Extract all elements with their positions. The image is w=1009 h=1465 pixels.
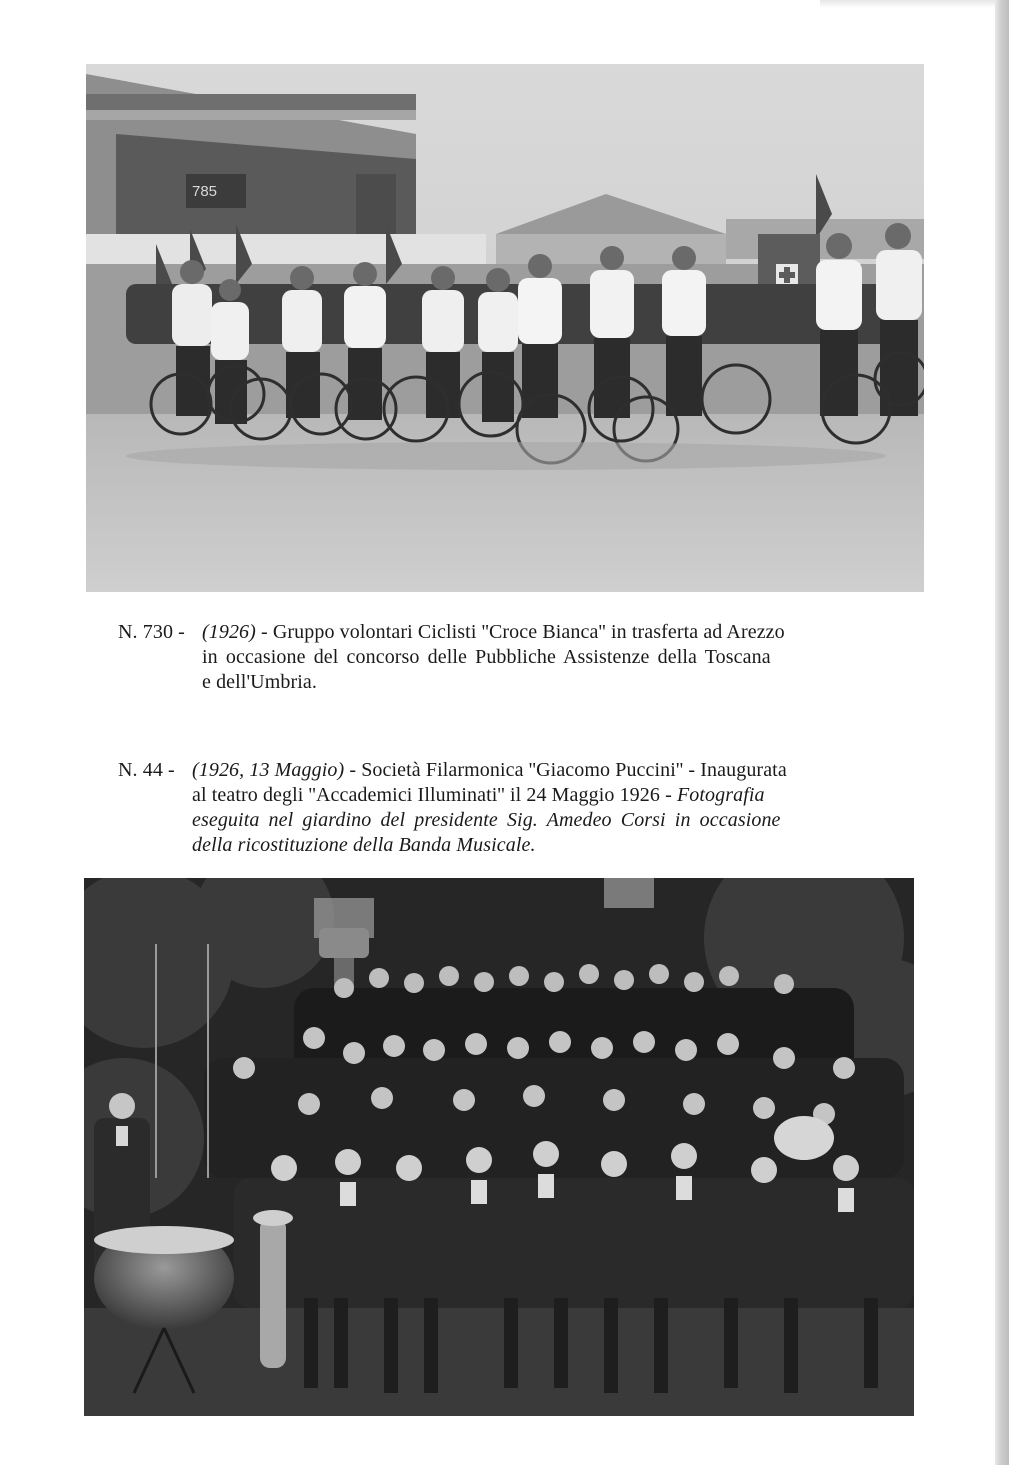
photo-band (84, 878, 914, 1416)
caption-italic-text: Fotografia (676, 784, 765, 806)
caption-line-1 (192, 758, 787, 783)
caption-title: - Gruppo volontari Ciclisti ''Croce Bianca'' in trasferta ad Arezzo (255, 621, 785, 643)
caption-text: al teatro degli ''Accademici Illuminati'' il 24 Maggio 1926 - (192, 784, 677, 806)
caption-line-2: in occasione del concorso delle Pubbliche Assistenze della Toscana (202, 646, 771, 668)
photo-cyclists (86, 64, 924, 592)
caption-number: N. 44 - (118, 759, 175, 781)
caption-line-2 (192, 783, 765, 808)
building-number-sign: 785 (192, 183, 218, 200)
caption-date: (1926, 13 Maggio) (192, 759, 345, 781)
caption-photo-730 (118, 620, 878, 700)
scan-edge-top (820, 0, 995, 8)
scan-edge-right (995, 0, 1009, 1465)
caption-line-3: e dell'Umbria. (202, 671, 317, 693)
caption-number: N. 730 - (118, 621, 185, 643)
caption-photo-44 (118, 758, 894, 864)
caption-date: (1926) (202, 621, 256, 643)
caption-line-1 (202, 620, 785, 645)
caption-line-4: della ricostituzione della Banda Musicale. (192, 834, 536, 856)
caption-line-3: eseguita nel giardino del presidente Sig. Amedeo Corsi in occasione (192, 809, 781, 831)
caption-title: - Società Filarmonica ''Giacomo Puccini'' - Inaugurata (344, 759, 787, 781)
